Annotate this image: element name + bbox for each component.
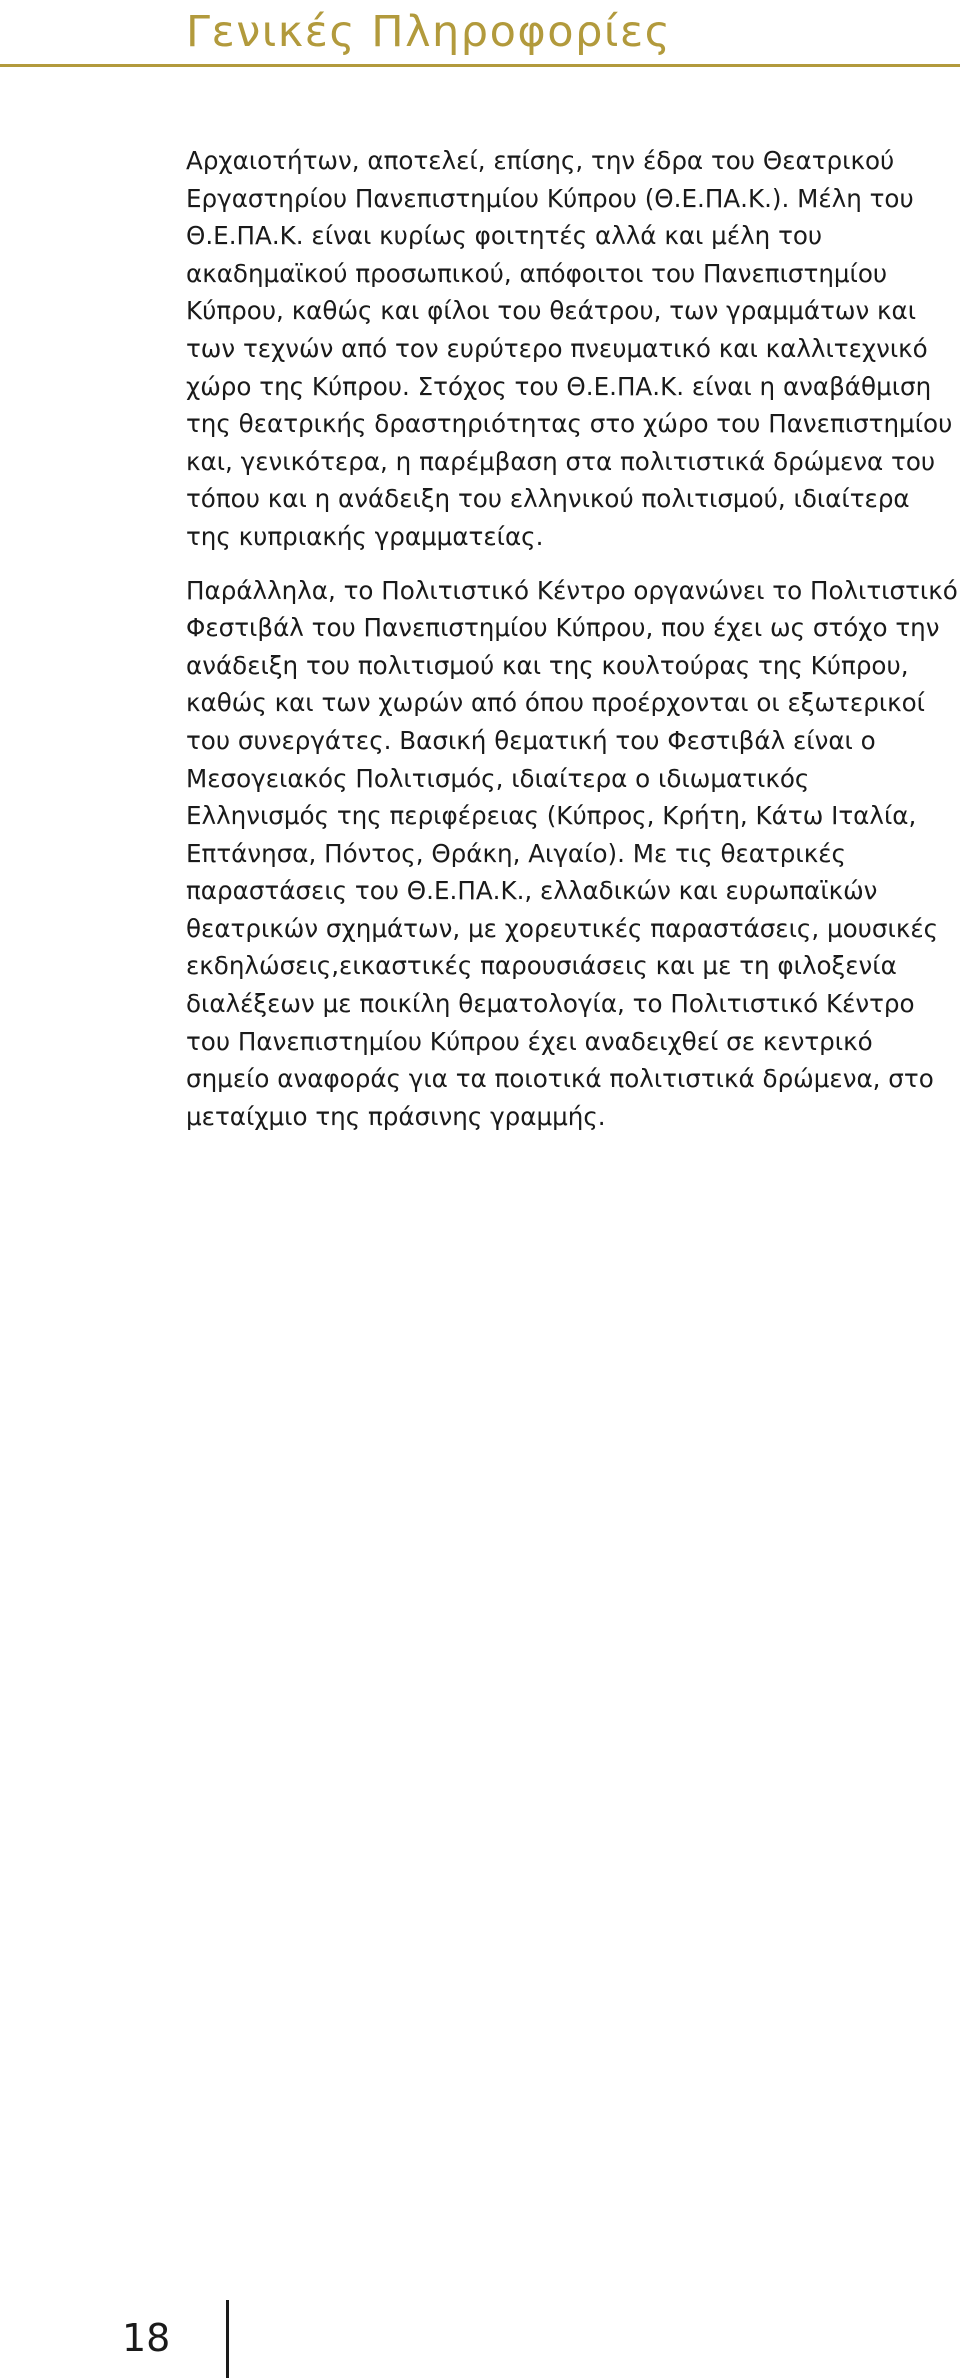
page-header xyxy=(0,0,960,70)
paragraph-theatre-workshop: Αρχαιοτήτων, αποτελεί, επίσης, την έδρα του Θεατρικού Εργαστηρίου Πανεπιστημίου Κύπρου (Θ.Ε.ΠΑ.Κ.). Μέλη του Θ.Ε.ΠΑ.Κ. είναι κυρίως φοιτητές αλλά και μέλη του ακαδημαϊκού προσωπικού, απόφοιτοι του Πανεπιστημίου Κύπρου, καθώς και φίλοι του θεάτρου, των γραμμάτων και των τεχνών από τον ευρύτερο πνευματικό και καλλιτεχνικό χώρο της Κύπρου. Στόχος του Θ.Ε.ΠΑ.Κ. είναι η αναβάθμιση της θεατρικής δραστηριότητας στο χώρο του Πανεπιστημίου και, γενικότερα, η παρέμβαση στα πολιτιστικά δρώμενα του τόπου και η ανάδειξη του ελληνικού πολιτισμού, ιδιαίτερα της κυπριακής γραμματείας. xyxy=(186,146,953,551)
page-number-divider xyxy=(226,2300,229,2378)
paragraph-cultural-festival: Παράλληλα, το Πολιτιστικό Κέντρο οργανώνει το Πολιτιστικό Φεστιβάλ του Πανεπιστημίου Κύπρου, που έχει ως στόχο την ανάδειξη του πολιτισμού και της κουλτούρας της Κύπρου, καθώς και των χωρών από όπου προέρχονται οι εξωτερικοί του συνεργάτες. Βασική θεματική του Φεστιβάλ είναι ο Μεσογειακός Πολιτισμός, ιδιαίτερα ο ιδιωματικός Ελληνισμός της περιφέρειας (Κύπρος, Κρήτη, Κάτω Ιταλία, Επτάνησα, Πόντος, Θράκη, Αιγαίο). Με τις θεατρικές παραστάσεις του Θ.Ε.ΠΑ.Κ., ελλαδικών και ευρωπαϊκών θεατρικών σχημάτων, με χορευτικές παραστάσεις, μουσικές εκδηλώσεις,εικαστικές παρουσιάσεις και με τη φιλοξενία διαλέξεων με ποικίλη θεματολογία, το Πολιτιστικό Κέντρο του Πανεπιστημίου Κύπρου έχει αναδειχθεί σε κεντρικό σημείο αναφοράς για τα ποιοτικά πολιτιστικά δρώμενα, στο μεταίχμιο της πράσινης γραμμής. xyxy=(186,575,958,1131)
page-number: 18 xyxy=(122,2316,171,2360)
body-text xyxy=(186,142,958,1151)
header-divider xyxy=(0,64,960,67)
section-title: Γενικές Πληροφορίες xyxy=(186,7,672,57)
